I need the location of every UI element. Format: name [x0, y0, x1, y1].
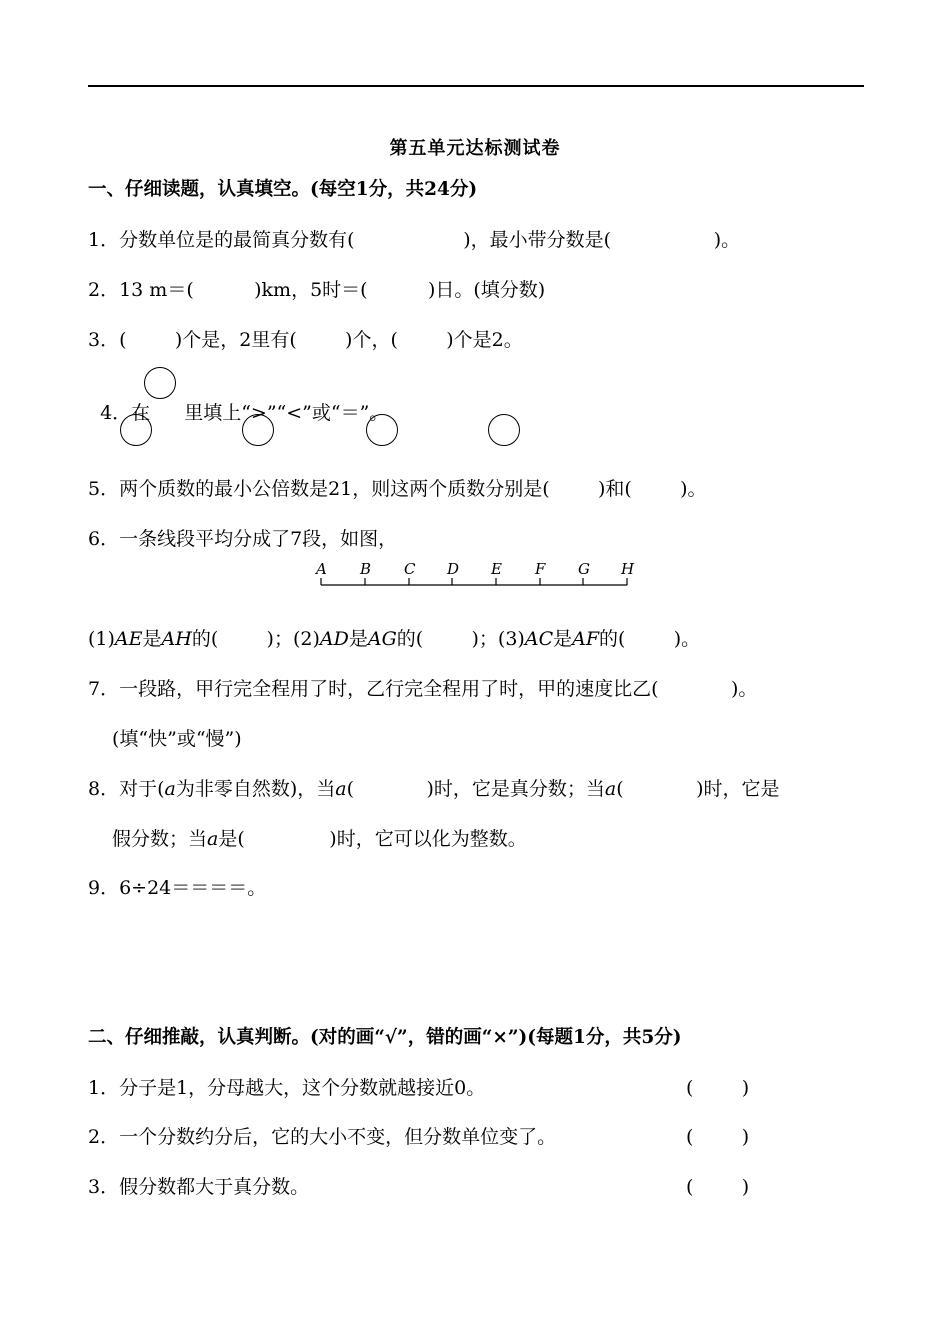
- section-2-heading: 二、仔细推敲，认真判断。(对的画“√”，错的画“×”)(每题1分，共5分): [88, 1027, 682, 1048]
- judge-bracket-1[interactable]: ( ): [686, 1077, 750, 1099]
- question-8: 8．对于(a为非零自然数)，当a( )时，它是真分数；当a( )时，它是: [88, 778, 780, 800]
- answer-circle-2[interactable]: [242, 414, 274, 446]
- question-5: 5．两个质数的最小公倍数是21，则这两个质数分别是( )和( )。: [88, 478, 707, 500]
- question-7-note: (填“快”或“慢”): [112, 728, 242, 750]
- judge-item-1: 1．分子是1，分母越大，这个分数就越接近0。: [88, 1077, 486, 1099]
- question-4-prefix: 4．在: [100, 402, 151, 424]
- question-4-suffix: 里填上“>”“<”或“＝”。: [184, 402, 389, 424]
- comparison-circle-icon: [144, 367, 176, 399]
- segment-label: B: [360, 560, 372, 578]
- top-rule: [88, 85, 864, 87]
- answer-circle-1[interactable]: [120, 414, 152, 446]
- segment-label: H: [621, 560, 635, 578]
- segment-label: A: [316, 560, 327, 578]
- judge-item-3: 3．假分数都大于真分数。: [88, 1176, 310, 1198]
- judge-bracket-2[interactable]: ( ): [686, 1126, 750, 1148]
- section-1-heading: 一、仔细读题，认真填空。(每空1分，共24分): [88, 179, 478, 200]
- segment-label: E: [491, 560, 502, 578]
- segment-label: C: [404, 560, 416, 578]
- question-1: 1．分数单位是的最简真分数有( )，最小带分数是( )。: [88, 229, 741, 251]
- question-7: 7．一段路，甲行完全程用了时，乙行完全程用了时，甲的速度比乙( )。: [88, 678, 758, 700]
- question-3: 3．( )个是，2里有( )个，( )个是2。: [88, 329, 523, 351]
- answer-circle-4[interactable]: [488, 414, 520, 446]
- segment-label: F: [535, 560, 546, 578]
- question-2: 2．13 m＝( )km，5时＝( )日。(填分数): [88, 279, 546, 301]
- question-9: 9．6÷24＝＝＝＝。: [88, 877, 267, 899]
- judge-bracket-3[interactable]: ( ): [686, 1176, 750, 1198]
- segment-label: G: [578, 560, 590, 578]
- segment-label: D: [447, 560, 460, 578]
- question-8-cont: 假分数；当a是( )时，它可以化为整数。: [112, 828, 527, 850]
- question-6: 6．一条线段平均分成了7段，如图，: [88, 528, 398, 550]
- answer-circle-3[interactable]: [366, 414, 398, 446]
- segment-diagram: [300, 556, 650, 596]
- judge-item-2: 2．一个分数约分后，它的大小不变，但分数单位变了。: [88, 1126, 557, 1148]
- question-6-answers: (1)AE是AH的( )；(2)AD是AG的( )；(3)AC是AF的( )。: [88, 628, 701, 650]
- page-title: 第五单元达标测试卷: [389, 138, 561, 159]
